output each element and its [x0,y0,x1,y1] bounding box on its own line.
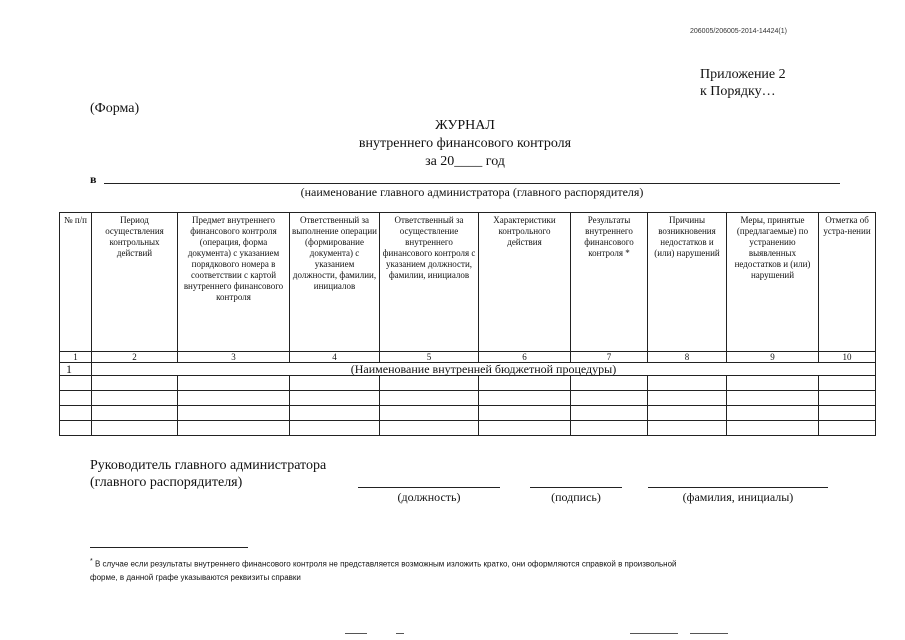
column-number: 4 [290,352,380,363]
table-row [60,406,876,421]
procedure-row [60,363,876,376]
footnote-line-2: форме, в данной графе указываются реквизиты справки [90,572,301,582]
table-row [60,391,876,406]
title-line-1: ЖУРНАЛ [435,118,495,133]
footnote [90,555,830,584]
admin-name-line [104,183,840,184]
col-header: Предмет внутреннего финансового контроля (операция, форма документа) с указанием порядкового номера в соответствии с картой внутреннего финансового контроля [178,213,290,352]
journal-table [59,212,876,436]
signature-line [530,487,622,488]
page-dash [630,633,678,634]
page-dash [345,633,367,634]
col-header: Период осуществления контрольных действий [92,213,178,352]
col-header: Отметка об устра-нении [819,213,876,352]
footnote-mark: * [90,558,93,565]
footnote-rule [90,547,248,548]
signature-title-line-1: Руководитель главного администратора [90,458,327,473]
signature-title-line-2: (главного распорядителя) [90,475,243,490]
annex-note [700,66,786,100]
col-header: Ответственный за осуществление внутреннего финансового контроля с указанием должности, фамилии, инициалов [380,213,479,352]
column-number: 9 [727,352,819,363]
name-line [648,487,828,488]
column-number: 6 [479,352,571,363]
signature-caption: (подпись) [551,490,601,504]
document-id: 206005/206005-2014-14424(1) [690,28,787,35]
column-number: 2 [92,352,178,363]
col-header: Ответственный за выполнение операции (формирование документа) с указанием должности, фамилии, инициалов [290,213,380,352]
page-dash [396,633,404,634]
footnote-line-1 [90,555,830,571]
page-dash [690,633,728,634]
column-number: 7 [571,352,648,363]
procedure-name: (Наименование внутренней бюджетной процедуры) [92,363,876,376]
column-number: 8 [648,352,727,363]
title-line-2: внутреннего финансового контроля [358,136,572,151]
table-row [60,376,876,391]
col-header: Меры, принятые (предлагаемые) по устранению выявленных недостатков и (или) нарушений [727,213,819,352]
admin-prefix: в [90,172,97,186]
annex-line-1: Приложение 2 [700,67,786,82]
position-line [358,487,500,488]
col-header: № п/п [60,213,92,352]
column-number: 1 [60,352,92,363]
column-number: 3 [178,352,290,363]
col-header: Причины возникновения недостатков и (или) нарушений [648,213,727,352]
position-caption: (должность) [397,490,461,504]
name-caption: (фамилия, инициалы) [682,490,794,504]
form-label: (Форма) [90,101,140,116]
table-row [60,421,876,436]
title-line-3: за 20____ год [425,154,505,169]
signature-title [90,457,326,491]
table-header-row [60,213,876,352]
admin-caption: (наименование главного администратора (главного распорядителя) [300,185,644,199]
journal-title [240,117,690,171]
procedure-number: 1 [60,363,92,376]
annex-line-2: к Порядку… [700,84,776,99]
column-number: 10 [819,352,876,363]
column-number: 5 [380,352,479,363]
col-header: Результаты внутреннего финансового контроля * [571,213,648,352]
col-header: Характеристики контрольного действия [479,213,571,352]
column-numbers-row [60,352,876,363]
footnote-text-1: В случае если результаты внутреннего финансового контроля не представляется возможным изложить кратко, они оформляются справкой в произвольной [94,559,677,569]
